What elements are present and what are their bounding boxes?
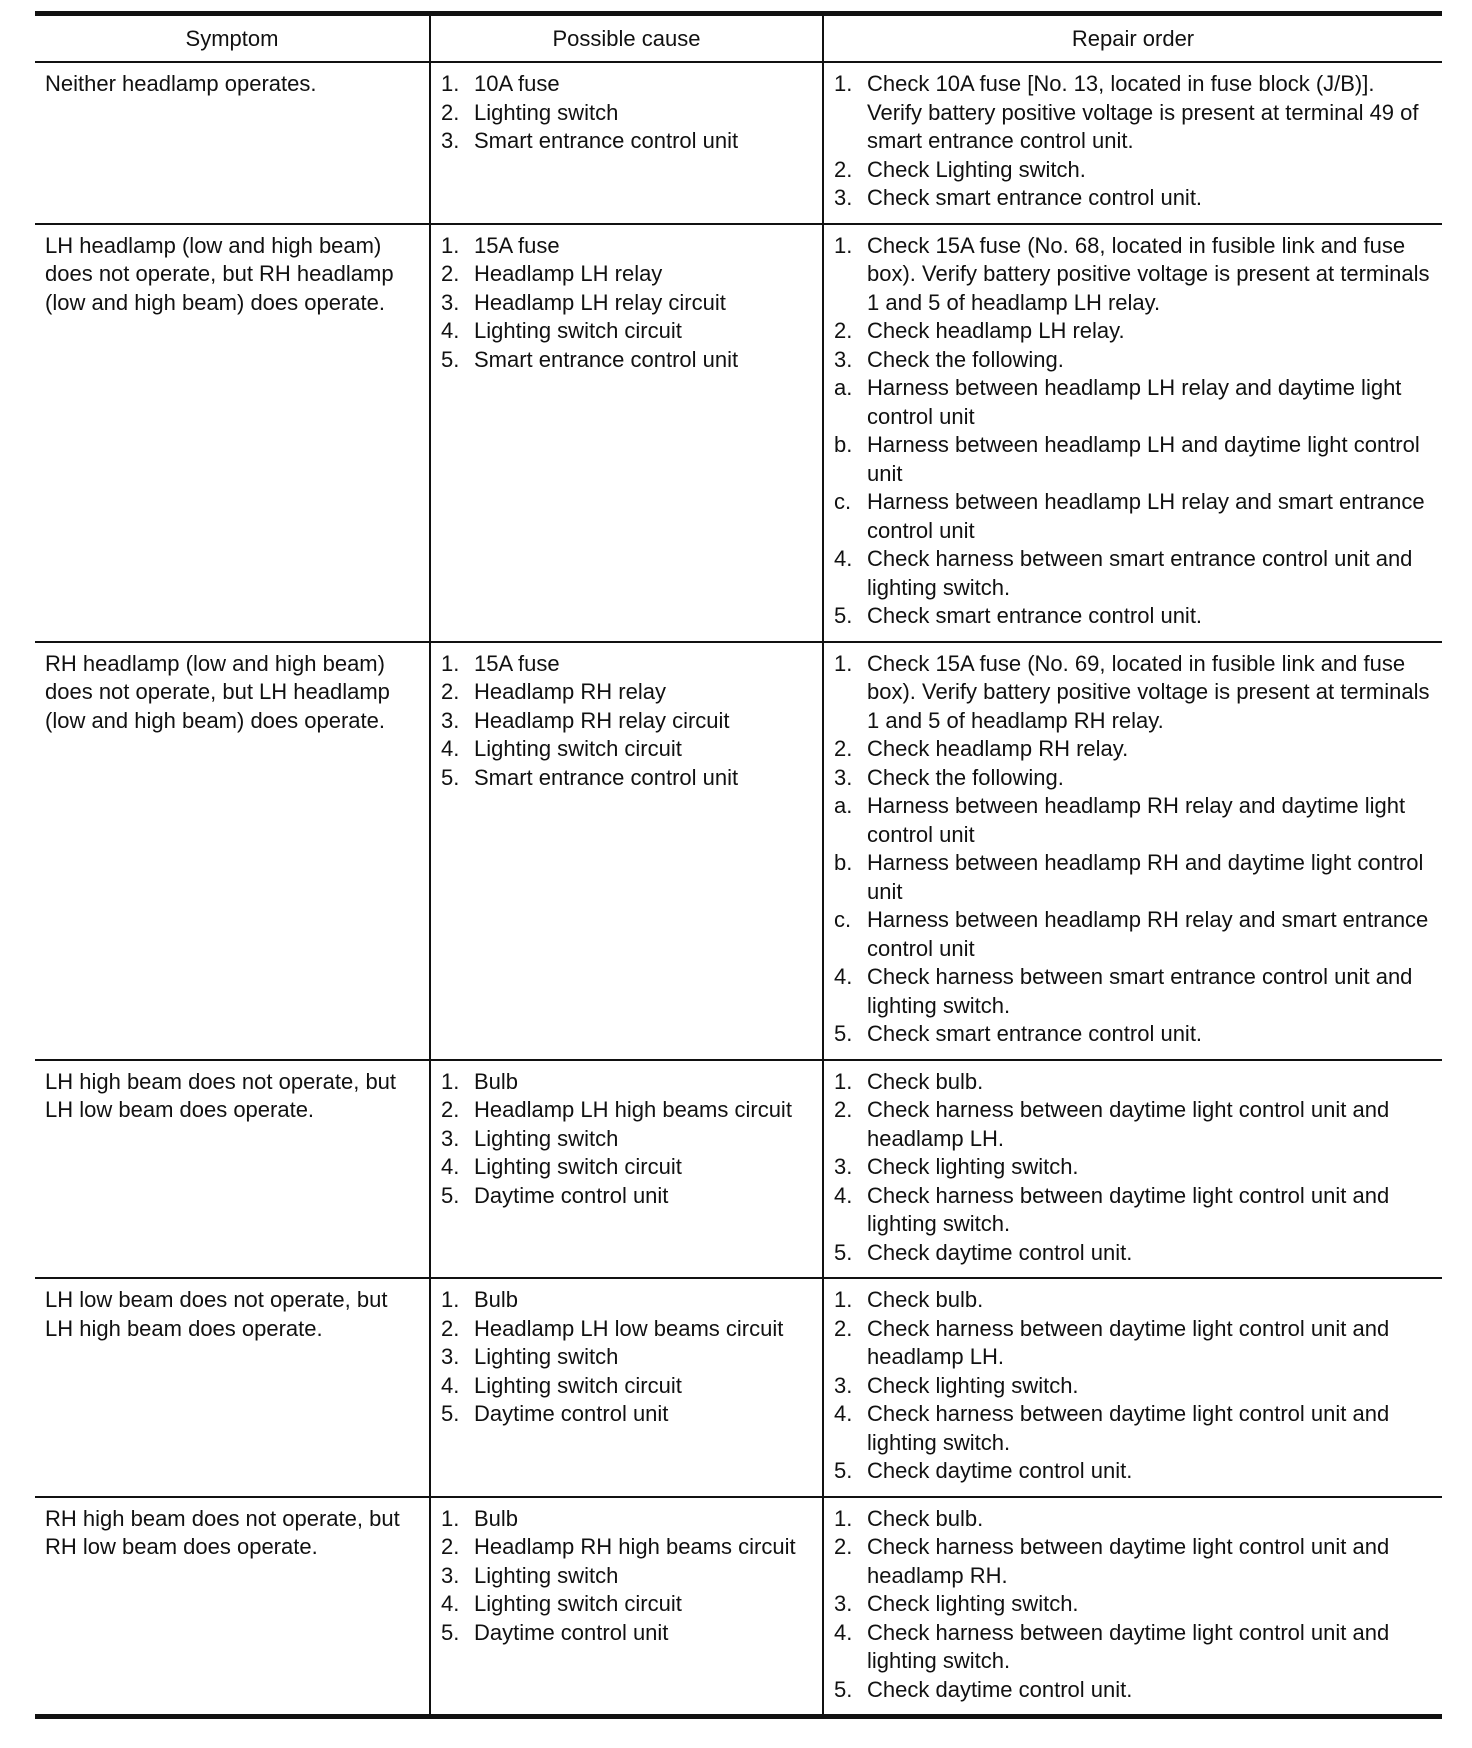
diagnosis-table bbox=[35, 11, 1442, 1719]
item-marker: 3. bbox=[834, 764, 853, 790]
item-marker: 4. bbox=[441, 1154, 460, 1179]
item-marker: 4. bbox=[441, 1372, 460, 1398]
item-marker: 5. bbox=[441, 764, 460, 790]
table-row bbox=[35, 224, 1442, 642]
item-marker: 5. bbox=[441, 346, 460, 372]
item-text: 15A fuse bbox=[474, 232, 560, 258]
table-row bbox=[35, 1060, 1442, 1279]
item-text: Headlamp LH low beams circuit bbox=[474, 1315, 784, 1341]
list-item bbox=[834, 545, 1434, 602]
item-text: Smart entrance control unit bbox=[474, 128, 739, 153]
list-item bbox=[834, 1096, 1434, 1153]
item-text: Daytime control unit bbox=[474, 1619, 669, 1645]
item-marker: 1. bbox=[441, 71, 460, 96]
list-item bbox=[441, 232, 814, 261]
item-marker: 3. bbox=[834, 1372, 853, 1398]
list-item bbox=[441, 1619, 814, 1648]
list-item bbox=[834, 70, 1434, 156]
item-marker: 1. bbox=[834, 1068, 853, 1094]
item-marker: c. bbox=[834, 489, 852, 514]
list-item bbox=[834, 374, 1434, 431]
item-marker: 4. bbox=[834, 1182, 853, 1208]
header-repair-order: Repair order bbox=[823, 14, 1442, 63]
item-marker: 5. bbox=[834, 1676, 853, 1702]
list-item bbox=[441, 1096, 814, 1125]
table-row bbox=[35, 62, 1442, 224]
item-marker: 2. bbox=[441, 1097, 460, 1122]
item-marker: 5. bbox=[834, 1458, 853, 1483]
item-marker: 2. bbox=[834, 318, 853, 343]
item-marker: 5. bbox=[834, 1239, 853, 1265]
item-marker: 2. bbox=[441, 1315, 460, 1341]
list-item bbox=[834, 1676, 1434, 1705]
symptom-cell: LH high beam does not operate, but LH low beam does operate. bbox=[35, 1060, 430, 1279]
item-marker: 3. bbox=[834, 1591, 853, 1616]
list-item bbox=[834, 1590, 1434, 1619]
list-item bbox=[441, 1372, 814, 1401]
item-text: Check headlamp LH relay. bbox=[867, 318, 1125, 343]
item-marker: 3. bbox=[441, 1562, 460, 1588]
item-text: Bulb bbox=[474, 1287, 519, 1312]
list-item bbox=[834, 602, 1434, 631]
list-item bbox=[441, 1562, 814, 1591]
item-text: Check harness between daytime light control unit and lighting switch. bbox=[867, 1182, 1390, 1236]
list-item bbox=[441, 650, 814, 679]
item-marker: 1. bbox=[441, 232, 460, 258]
list-item bbox=[834, 1153, 1434, 1182]
item-marker: 3. bbox=[441, 289, 460, 315]
item-marker: 3. bbox=[834, 185, 853, 210]
repair-order-cell bbox=[823, 1060, 1442, 1279]
list-item bbox=[441, 764, 814, 793]
item-text: Smart entrance control unit bbox=[474, 346, 739, 372]
list-item bbox=[834, 1068, 1434, 1097]
item-text: Lighting switch circuit bbox=[474, 736, 682, 761]
item-text: Check smart entrance control unit. bbox=[867, 1021, 1203, 1046]
possible-cause-list bbox=[441, 232, 814, 375]
item-marker: a. bbox=[834, 793, 853, 818]
possible-cause-list bbox=[441, 1505, 814, 1648]
item-marker: 4. bbox=[834, 964, 853, 989]
item-marker: 1. bbox=[441, 1505, 460, 1531]
item-text: Harness between headlamp RH relay and daytime light control unit bbox=[867, 793, 1406, 847]
item-marker: 2. bbox=[441, 99, 460, 125]
list-item bbox=[834, 1286, 1434, 1315]
item-text: Check Lighting switch. bbox=[867, 156, 1086, 182]
item-text: Lighting switch circuit bbox=[474, 318, 682, 343]
symptom-cell: LH headlamp (low and high beam) does not operate, but RH headlamp (low and high beam) does operate. bbox=[35, 224, 430, 642]
item-marker: 2. bbox=[441, 261, 460, 286]
item-text: Harness between headlamp LH and daytime light control unit bbox=[867, 432, 1420, 486]
repair-order-cell bbox=[823, 224, 1442, 642]
list-item bbox=[441, 1590, 814, 1619]
item-text: Check the following. bbox=[867, 764, 1064, 790]
list-item bbox=[441, 735, 814, 764]
item-text: Headlamp LH high beams circuit bbox=[474, 1097, 792, 1122]
list-item bbox=[834, 346, 1434, 375]
list-item bbox=[834, 906, 1434, 963]
list-item bbox=[441, 1153, 814, 1182]
table-header bbox=[35, 14, 1442, 63]
item-text: Check harness between smart entrance control unit and lighting switch. bbox=[867, 546, 1413, 600]
list-item bbox=[441, 1343, 814, 1372]
list-item bbox=[834, 650, 1434, 736]
item-marker: 1. bbox=[834, 71, 853, 96]
item-marker: 3. bbox=[834, 346, 853, 372]
list-item bbox=[834, 488, 1434, 545]
list-item bbox=[441, 70, 814, 99]
repair-order-cell bbox=[823, 642, 1442, 1060]
item-text: Lighting switch circuit bbox=[474, 1154, 682, 1179]
item-text: Check harness between daytime light control unit and lighting switch. bbox=[867, 1401, 1390, 1455]
item-marker: 1. bbox=[441, 1068, 460, 1094]
header-row bbox=[35, 14, 1442, 63]
list-item bbox=[834, 184, 1434, 213]
item-marker: 2. bbox=[441, 1534, 460, 1559]
item-text: Check harness between daytime light control unit and headlamp RH. bbox=[867, 1534, 1390, 1588]
symptom-cell: LH low beam does not operate, but LH high beam does operate. bbox=[35, 1278, 430, 1497]
item-marker: c. bbox=[834, 907, 852, 932]
item-marker: 2. bbox=[834, 1097, 853, 1122]
item-marker: 2. bbox=[834, 156, 853, 182]
item-text: Check smart entrance control unit. bbox=[867, 603, 1203, 628]
item-text: Check daytime control unit. bbox=[867, 1458, 1133, 1483]
item-marker: 4. bbox=[834, 1619, 853, 1645]
possible-cause-cell bbox=[430, 62, 823, 224]
item-text: Bulb bbox=[474, 1068, 519, 1094]
list-item bbox=[441, 707, 814, 736]
list-item bbox=[834, 963, 1434, 1020]
item-text: Check headlamp RH relay. bbox=[867, 736, 1129, 761]
item-text: Bulb bbox=[474, 1505, 519, 1531]
item-marker: 2. bbox=[834, 1534, 853, 1559]
item-marker: 3. bbox=[441, 1344, 460, 1369]
table-body bbox=[35, 62, 1442, 1717]
item-text: Harness between headlamp RH relay and smart entrance control unit bbox=[867, 907, 1429, 961]
item-marker: 4. bbox=[834, 1401, 853, 1426]
item-text: Check bulb. bbox=[867, 1068, 984, 1094]
possible-cause-list bbox=[441, 1286, 814, 1429]
item-marker: 4. bbox=[441, 318, 460, 343]
list-item bbox=[441, 1286, 814, 1315]
list-item bbox=[441, 1315, 814, 1344]
list-item bbox=[441, 1182, 814, 1211]
item-text: Harness between headlamp RH and daytime light control unit bbox=[867, 850, 1424, 904]
list-item bbox=[441, 1533, 814, 1562]
item-text: Headlamp RH relay circuit bbox=[474, 707, 730, 733]
table-row bbox=[35, 1497, 1442, 1717]
item-text: Lighting switch bbox=[474, 1344, 619, 1369]
item-marker: 1. bbox=[834, 1287, 853, 1312]
item-marker: 5. bbox=[441, 1619, 460, 1645]
table-row bbox=[35, 642, 1442, 1060]
list-item bbox=[441, 289, 814, 318]
item-text: Smart entrance control unit bbox=[474, 764, 739, 790]
table-row bbox=[35, 1278, 1442, 1497]
list-item bbox=[834, 764, 1434, 793]
list-item bbox=[834, 792, 1434, 849]
item-text: Lighting switch circuit bbox=[474, 1372, 682, 1398]
item-text: Check smart entrance control unit. bbox=[867, 185, 1203, 210]
list-item bbox=[834, 1505, 1434, 1534]
item-marker: 5. bbox=[441, 1182, 460, 1208]
item-marker: 2. bbox=[834, 1315, 853, 1341]
item-marker: 2. bbox=[834, 736, 853, 761]
possible-cause-list bbox=[441, 650, 814, 793]
repair-order-list bbox=[834, 232, 1434, 631]
repair-order-list bbox=[834, 70, 1434, 213]
repair-order-cell bbox=[823, 1497, 1442, 1717]
symptom-cell: RH high beam does not operate, but RH low beam does operate. bbox=[45, 1505, 400, 1559]
list-item bbox=[834, 1239, 1434, 1268]
item-text: Lighting switch bbox=[474, 1562, 619, 1588]
possible-cause-list bbox=[441, 1068, 814, 1211]
item-marker: a. bbox=[834, 375, 853, 400]
repair-order-list bbox=[834, 1286, 1434, 1486]
item-text: Check lighting switch. bbox=[867, 1591, 1079, 1616]
list-item bbox=[834, 1533, 1434, 1590]
possible-cause-cell bbox=[430, 1060, 823, 1279]
item-text: Check harness between daytime light control unit and headlamp LH. bbox=[867, 1315, 1390, 1369]
item-marker: 3. bbox=[441, 128, 460, 153]
list-item bbox=[441, 1505, 814, 1534]
item-text: Check bulb. bbox=[867, 1505, 984, 1531]
item-marker: 5. bbox=[441, 1401, 460, 1426]
item-marker: 4. bbox=[441, 736, 460, 761]
item-text: Check bulb. bbox=[867, 1287, 984, 1312]
list-item bbox=[441, 99, 814, 128]
item-text: Check the following. bbox=[867, 346, 1064, 372]
item-text: Check harness between daytime light control unit and headlamp LH. bbox=[867, 1097, 1390, 1151]
item-text: Harness between headlamp LH relay and smart entrance control unit bbox=[867, 489, 1425, 543]
symptom-cell: RH headlamp (low and high beam) does not operate, but LH headlamp (low and high beam) does operate. bbox=[35, 642, 430, 1060]
possible-cause-cell bbox=[430, 224, 823, 642]
list-item bbox=[834, 1315, 1434, 1372]
item-marker: 1. bbox=[834, 232, 853, 258]
header-possible-cause: Possible cause bbox=[430, 14, 823, 63]
list-item bbox=[834, 1020, 1434, 1049]
item-text: Check lighting switch. bbox=[867, 1154, 1079, 1179]
possible-cause-cell bbox=[430, 642, 823, 1060]
list-item bbox=[441, 1068, 814, 1097]
item-marker: b. bbox=[834, 432, 853, 457]
list-item bbox=[834, 317, 1434, 346]
item-text: Headlamp RH relay bbox=[474, 679, 666, 704]
list-item bbox=[441, 1400, 814, 1429]
item-text: Lighting switch bbox=[474, 99, 619, 125]
list-item bbox=[834, 232, 1434, 318]
symptom-cell: Neither headlamp operates. bbox=[35, 62, 430, 224]
item-marker: 1. bbox=[834, 650, 853, 676]
item-marker: 4. bbox=[441, 1591, 460, 1616]
item-text: Lighting switch circuit bbox=[474, 1591, 682, 1616]
item-text: Daytime control unit bbox=[474, 1182, 669, 1208]
item-text: Check harness between daytime light control unit and lighting switch. bbox=[867, 1619, 1390, 1673]
item-text: Headlamp RH high beams circuit bbox=[474, 1534, 796, 1559]
possible-cause-list bbox=[441, 70, 814, 156]
list-item bbox=[834, 849, 1434, 906]
item-text: Lighting switch bbox=[474, 1125, 619, 1151]
list-item bbox=[834, 1400, 1434, 1457]
list-item bbox=[441, 1125, 814, 1154]
list-item bbox=[441, 346, 814, 375]
list-item bbox=[834, 1457, 1434, 1486]
item-marker: 3. bbox=[441, 1125, 460, 1151]
item-marker: b. bbox=[834, 850, 853, 875]
list-item bbox=[834, 1619, 1434, 1676]
item-marker: 5. bbox=[834, 1021, 853, 1046]
item-text: Check 15A fuse (No. 69, located in fusible link and fuse box). Verify battery positive voltage is present at terminals 1 and 5 of headlamp RH relay. bbox=[867, 650, 1430, 733]
list-item bbox=[441, 260, 814, 289]
list-item bbox=[441, 317, 814, 346]
list-item bbox=[834, 1182, 1434, 1239]
item-text: Check 10A fuse [No. 13, located in fuse block (J/B)]. Verify battery positive voltage is present at terminal 49 of smart entrance control unit. bbox=[867, 71, 1419, 153]
item-text: Headlamp LH relay circuit bbox=[474, 289, 726, 315]
item-marker: 4. bbox=[834, 546, 853, 571]
list-item bbox=[834, 1372, 1434, 1401]
item-marker: 3. bbox=[441, 707, 460, 733]
item-marker: 5. bbox=[834, 603, 853, 628]
repair-order-list bbox=[834, 1068, 1434, 1268]
list-item bbox=[441, 127, 814, 156]
item-text: 10A fuse bbox=[474, 71, 560, 96]
item-text: 15A fuse bbox=[474, 650, 560, 676]
repair-order-list bbox=[834, 1505, 1434, 1705]
list-item bbox=[441, 678, 814, 707]
item-marker: 2. bbox=[441, 679, 460, 704]
item-marker: 1. bbox=[834, 1505, 853, 1531]
list-item bbox=[834, 431, 1434, 488]
possible-cause-cell bbox=[430, 1278, 823, 1497]
list-item bbox=[834, 156, 1434, 185]
item-text: Check lighting switch. bbox=[867, 1372, 1079, 1398]
repair-order-cell bbox=[823, 1278, 1442, 1497]
repair-order-cell bbox=[823, 62, 1442, 224]
item-marker: 3. bbox=[834, 1154, 853, 1179]
item-text: Check 15A fuse (No. 68, located in fusible link and fuse box). Verify battery positive voltage is present at terminals 1 and 5 of headlamp LH relay. bbox=[867, 232, 1430, 315]
item-text: Check harness between smart entrance control unit and lighting switch. bbox=[867, 964, 1413, 1018]
item-text: Daytime control unit bbox=[474, 1401, 669, 1426]
possible-cause-cell bbox=[430, 1497, 823, 1717]
item-text: Check daytime control unit. bbox=[867, 1676, 1133, 1702]
header-symptom: Symptom bbox=[35, 14, 430, 63]
repair-order-list bbox=[834, 650, 1434, 1049]
list-item bbox=[834, 735, 1434, 764]
item-text: Harness between headlamp LH relay and daytime light control unit bbox=[867, 375, 1402, 429]
item-text: Headlamp LH relay bbox=[474, 261, 663, 286]
item-text: Check daytime control unit. bbox=[867, 1239, 1133, 1265]
item-marker: 1. bbox=[441, 650, 460, 676]
item-marker: 1. bbox=[441, 1287, 460, 1312]
